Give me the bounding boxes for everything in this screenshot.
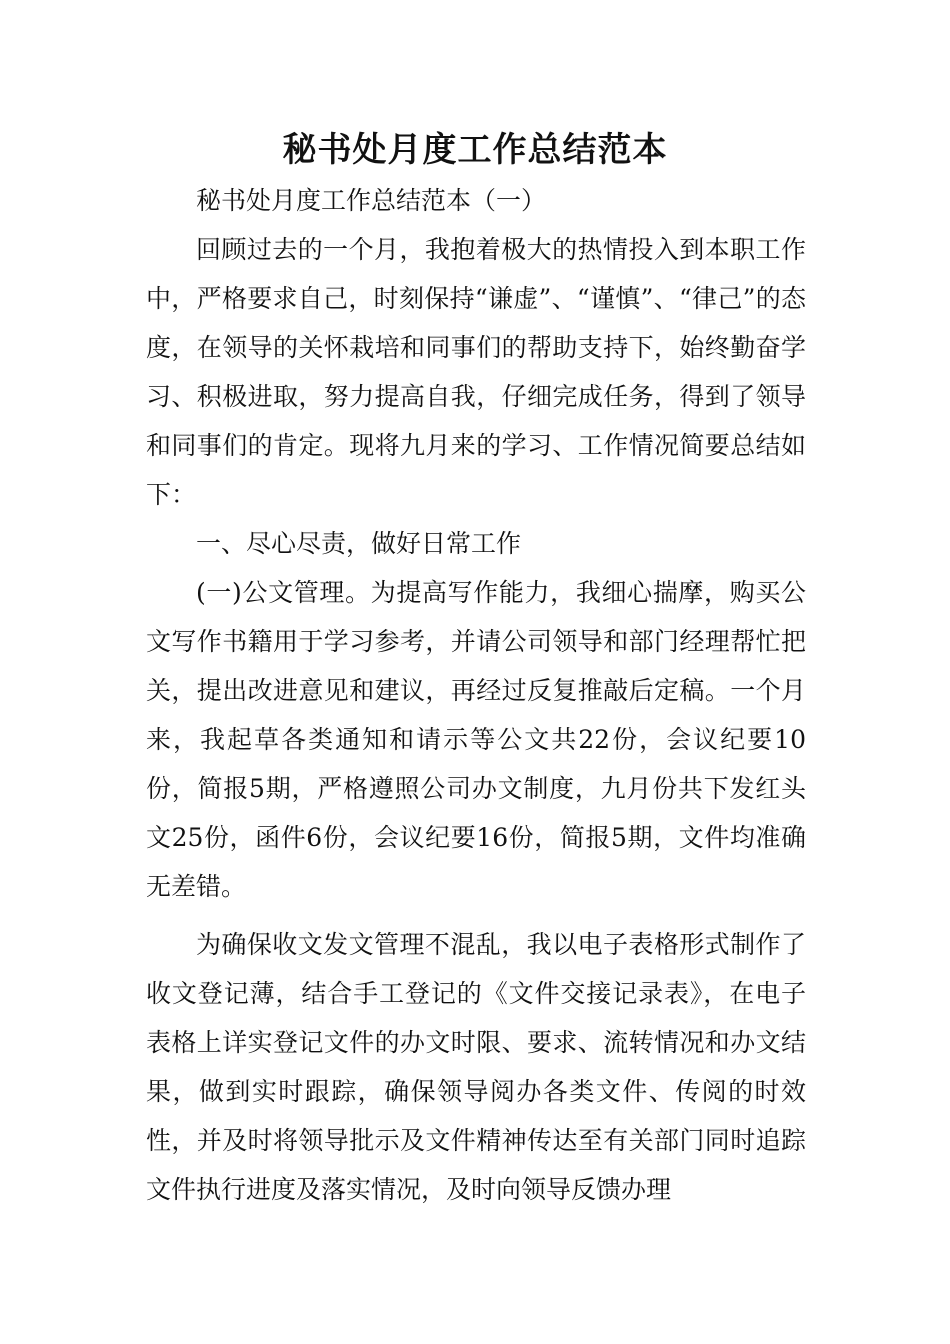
paragraph-document-management: (一)公文管理。为提高写作能力，我细心揣摩，购买公文写作书籍用于学习参考，并请公司领导和部门经理帮忙把关，提出改进意见和建议，再经过反复推敲后定稿。一个月来，我起草各类通知和请示等公文共22份，会议纪要10份，简报5期，严格遵照公司办文制度，九月份共下发红头文25份，函件6份，会议纪要16份，简报5期，文件均准确无差错。	[146, 578, 806, 901]
document-body-continued	[146, 920, 806, 1214]
subtitle: 秘书处月度工作总结范本（一）	[196, 186, 547, 215]
paragraph-filing: 为确保收文发文管理不混乱，我以电子表格形式制作了收文登记薄，结合手工登记的《文件交接记录表》，在电子表格上详实登记文件的办文时限、要求、流转情况和办文结果，做到实时跟踪，确保领导阅办各类文件、传阅的时效性，并及时将领导批示及文件精神传达至有关部门同时追踪文件执行进度及落实情况，及时向领导反馈办理	[146, 930, 806, 1204]
document-title: 秘书处月度工作总结范本	[282, 130, 668, 170]
paragraph-intro: 回顾过去的一个月，我抱着极大的热情投入到本职工作中，严格要求自己，时刻保持“谦虚”、“谨慎”、“律己”的态度，在领导的关怀栽培和同事们的帮助支持下，始终勤奋学习、积极进取，努力提高自我，仔细完成任务，得到了领导和同事们的肯定。现将九月来的学习、工作情况简要总结如下：	[146, 235, 806, 509]
section-heading: 一、尽心尽责，做好日常工作	[196, 529, 522, 558]
document-body	[146, 176, 806, 911]
